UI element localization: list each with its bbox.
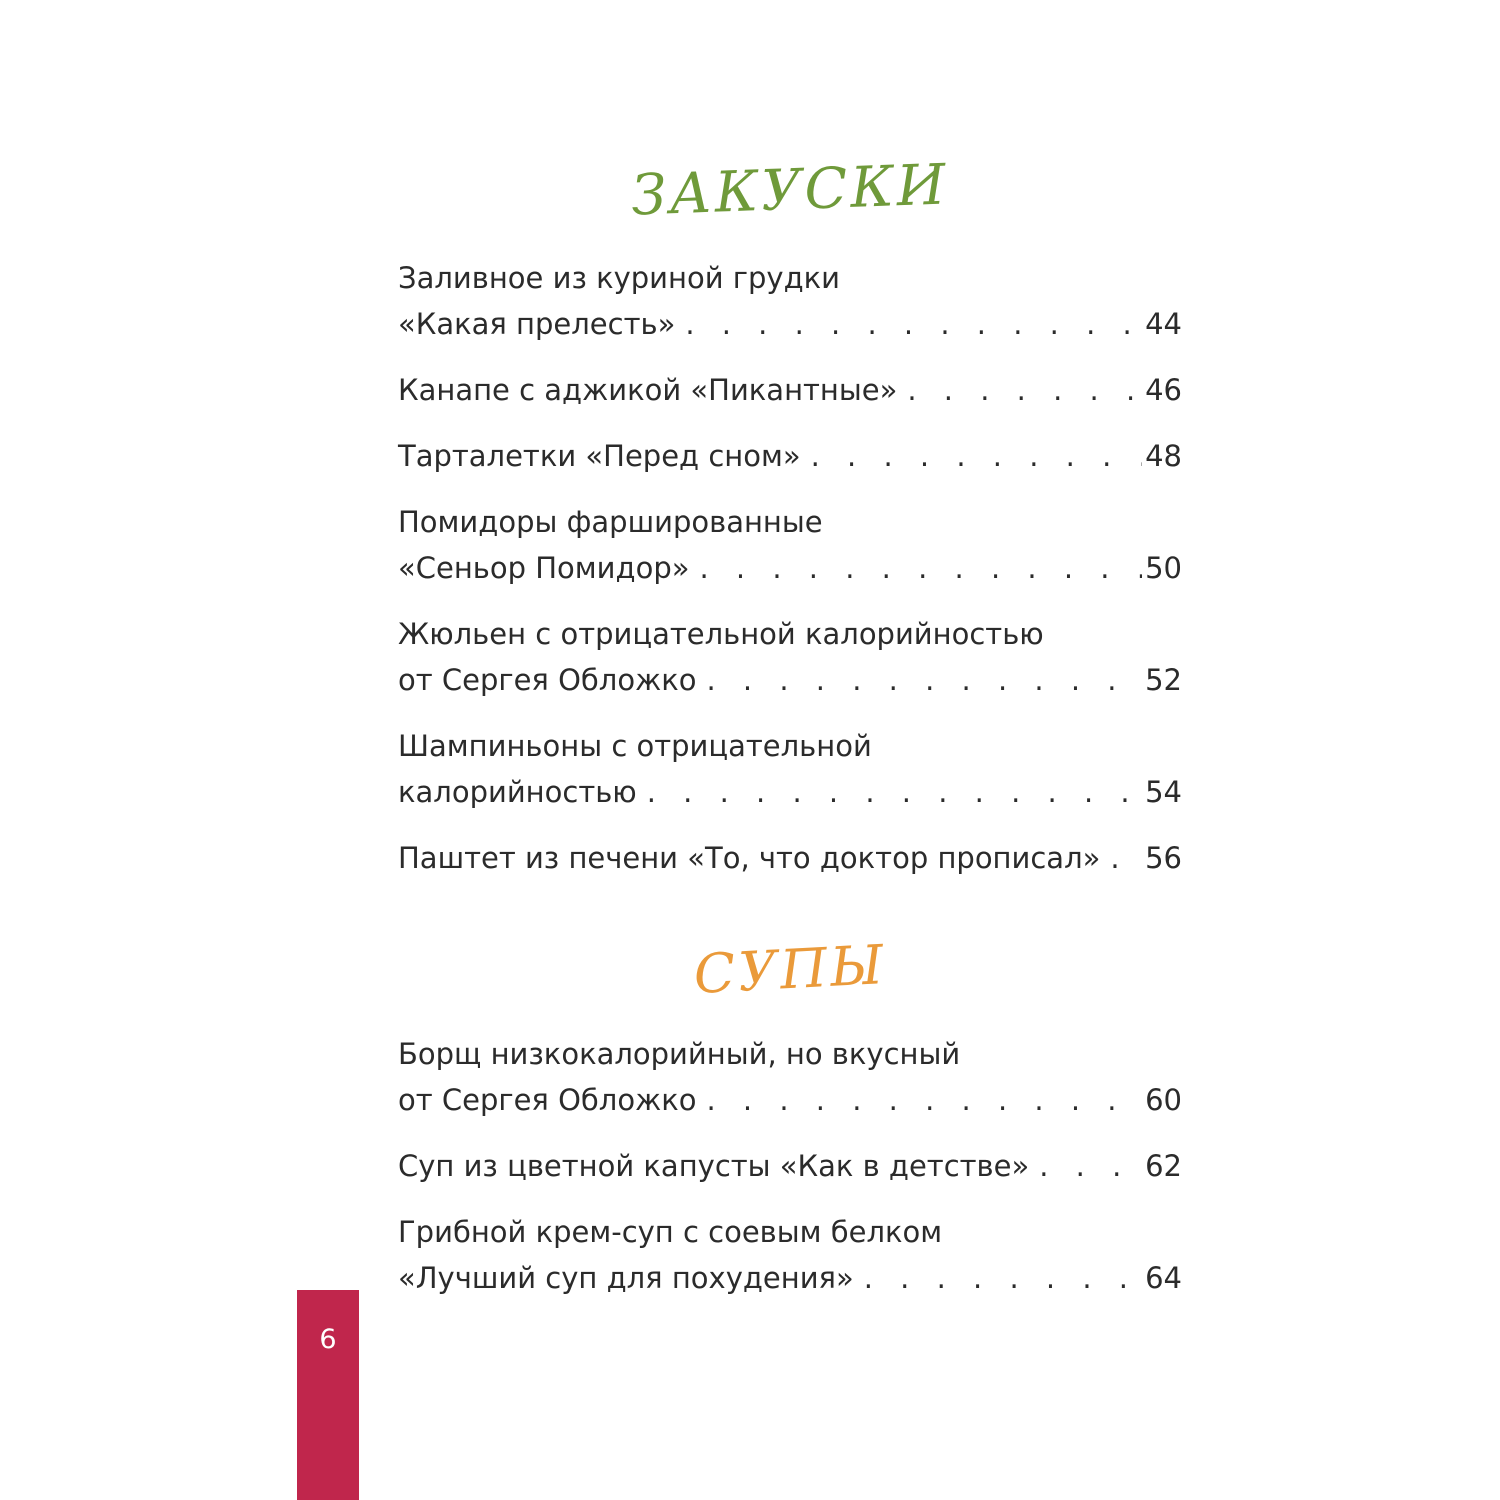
toc-entry xyxy=(398,611,1182,703)
dot-leader xyxy=(696,1077,1142,1123)
toc-entry-title-line: Жюльен с отрицательной калорийностью xyxy=(398,617,1044,651)
dot-leader xyxy=(854,1255,1142,1301)
toc-entry xyxy=(398,1031,1182,1123)
toc-entry-page-number: 62 xyxy=(1145,1149,1182,1183)
toc-entry-title-line: «Сеньор Помидор» xyxy=(398,551,690,585)
toc-entry xyxy=(398,835,1182,881)
toc-entry-row xyxy=(398,545,1182,591)
toc-entry-row xyxy=(398,301,1182,347)
toc-entry-page-number: 54 xyxy=(1145,775,1182,809)
toc-entry xyxy=(398,255,1182,347)
toc-entry-title-line: Суп из цветной капусты «Как в детстве» xyxy=(398,1149,1030,1183)
page-number-tab xyxy=(297,1290,359,1500)
dot-leader xyxy=(1100,835,1142,881)
toc-entry-title-line: Паштет из печени «То, что доктор прописал» xyxy=(398,841,1101,875)
toc-entry xyxy=(398,723,1182,815)
dot-leader xyxy=(801,433,1142,479)
section-title-soups: СУПЫ xyxy=(692,933,888,1006)
toc-entry xyxy=(398,499,1182,591)
toc-entry-title-line: Борщ низкокалорийный, но вкусный xyxy=(398,1037,961,1071)
toc-entry-title-line: Грибной крем-суп с соевым белком xyxy=(398,1215,943,1249)
section-title-snacks: ЗАКУСКИ xyxy=(630,152,950,229)
toc-list-snacks xyxy=(398,255,1182,901)
toc-entry-title-line: Заливное из куриной грудки xyxy=(398,261,841,295)
toc-entry-page-number: 60 xyxy=(1145,1083,1182,1117)
toc-entry-page-number: 52 xyxy=(1145,663,1182,697)
toc-entry-title-line: Тарталетки «Перед сном» xyxy=(398,439,801,473)
toc-entry-row xyxy=(398,1077,1182,1123)
toc-entry-title-line: Шампиньоны с отрицательной xyxy=(398,729,872,763)
toc-entry-title-line: Канапе с аджикой «Пикантные» xyxy=(398,373,898,407)
dot-leader xyxy=(1029,1143,1142,1189)
toc-entry-row xyxy=(398,1143,1182,1189)
dot-leader xyxy=(897,367,1142,413)
dot-leader xyxy=(696,657,1142,703)
dot-leader xyxy=(675,301,1142,347)
toc-entry-title-line: «Какая прелесть» xyxy=(398,307,676,341)
toc-entry-page-number: 44 xyxy=(1145,307,1182,341)
toc-entry xyxy=(398,367,1182,413)
toc-entry-title-line: от Сергея Обложко xyxy=(398,1083,697,1117)
toc-entry-row xyxy=(398,433,1182,479)
toc-entry-title-line: Помидоры фаршированные xyxy=(398,505,823,539)
toc-list-soups xyxy=(398,1031,1182,1321)
dot-leader xyxy=(637,769,1142,815)
toc-entry-page-number: 48 xyxy=(1145,439,1182,473)
toc-entry-title-line: «Лучший суп для похудения» xyxy=(398,1261,854,1295)
toc-entry xyxy=(398,433,1182,479)
toc-entry-page-number: 56 xyxy=(1145,841,1182,875)
toc-entry-page-number: 46 xyxy=(1145,373,1182,407)
toc-entry-page-number: 50 xyxy=(1145,551,1182,585)
toc-entry-title-line: от Сергея Обложко xyxy=(398,663,697,697)
toc-entry-row xyxy=(398,1255,1182,1301)
toc-entry-title-line: калорийностью xyxy=(398,775,637,809)
toc-entry-row xyxy=(398,657,1182,703)
page-number: 6 xyxy=(319,1324,337,1355)
toc-entry-row xyxy=(398,835,1182,881)
toc-entry xyxy=(398,1209,1182,1301)
toc-entry xyxy=(398,1143,1182,1189)
toc-entry-page-number: 64 xyxy=(1145,1261,1182,1295)
toc-entry-row xyxy=(398,769,1182,815)
dot-leader xyxy=(689,545,1142,591)
toc-entry-row xyxy=(398,367,1182,413)
